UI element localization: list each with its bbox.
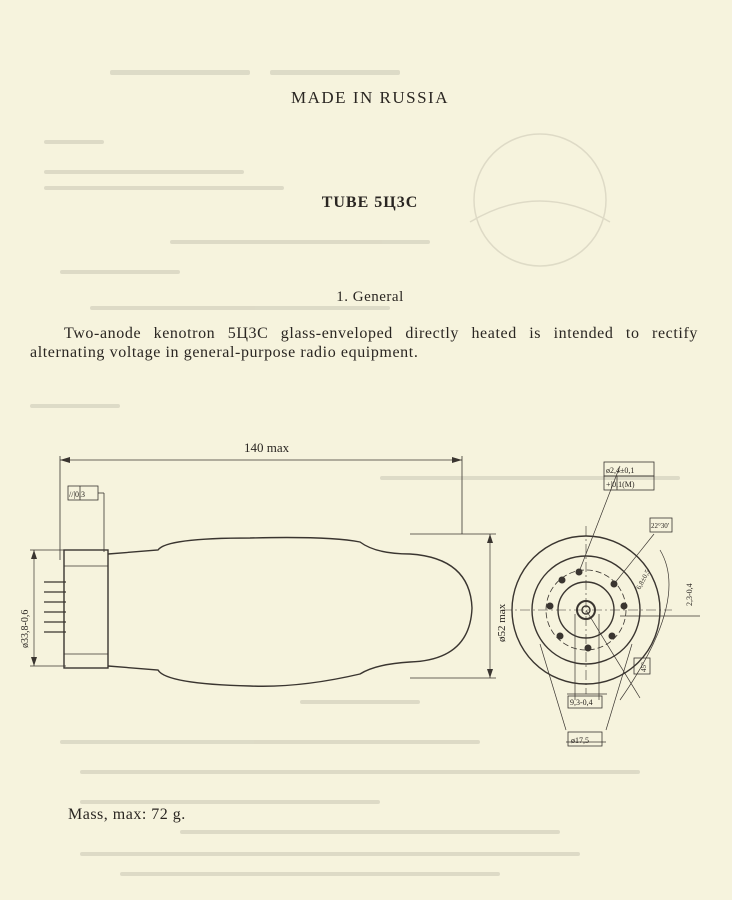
- key-label: 6,8±0,5: [634, 568, 652, 591]
- mass-line: Mass, max: 72 g.: [68, 806, 186, 823]
- chord-label: 9,3-0,4: [570, 698, 593, 707]
- bulb-diameter-label: ø52 max: [496, 603, 508, 642]
- section-heading: 1. General: [336, 289, 404, 305]
- pitch-label: 2,3-0,4: [685, 583, 694, 606]
- pin-position-label: +|0,1(M): [606, 480, 635, 489]
- circle-label: ø17,5: [571, 736, 589, 745]
- origin-line: MADE IN RUSSIA: [291, 88, 449, 107]
- angle-label-1: 22°30': [651, 522, 670, 530]
- description-paragraph: Two-anode kenotron 5Ц3С glass-enveloped directly heated is intended to rectify alternating voltage in general-purpose radio equipment.: [30, 325, 698, 361]
- length-dimension-label: 140 max: [244, 440, 290, 455]
- base-tolerance-label: //|0,3: [69, 490, 86, 499]
- tube-title: TUBE 5Ц3С: [321, 194, 419, 211]
- angle-label-2: 45°: [640, 662, 648, 672]
- base-diameter-label: ø33,8-0,6: [20, 609, 31, 648]
- tube-drawing: [0, 430, 732, 770]
- pin-diameter-label: ø2,4±0,1: [606, 466, 635, 475]
